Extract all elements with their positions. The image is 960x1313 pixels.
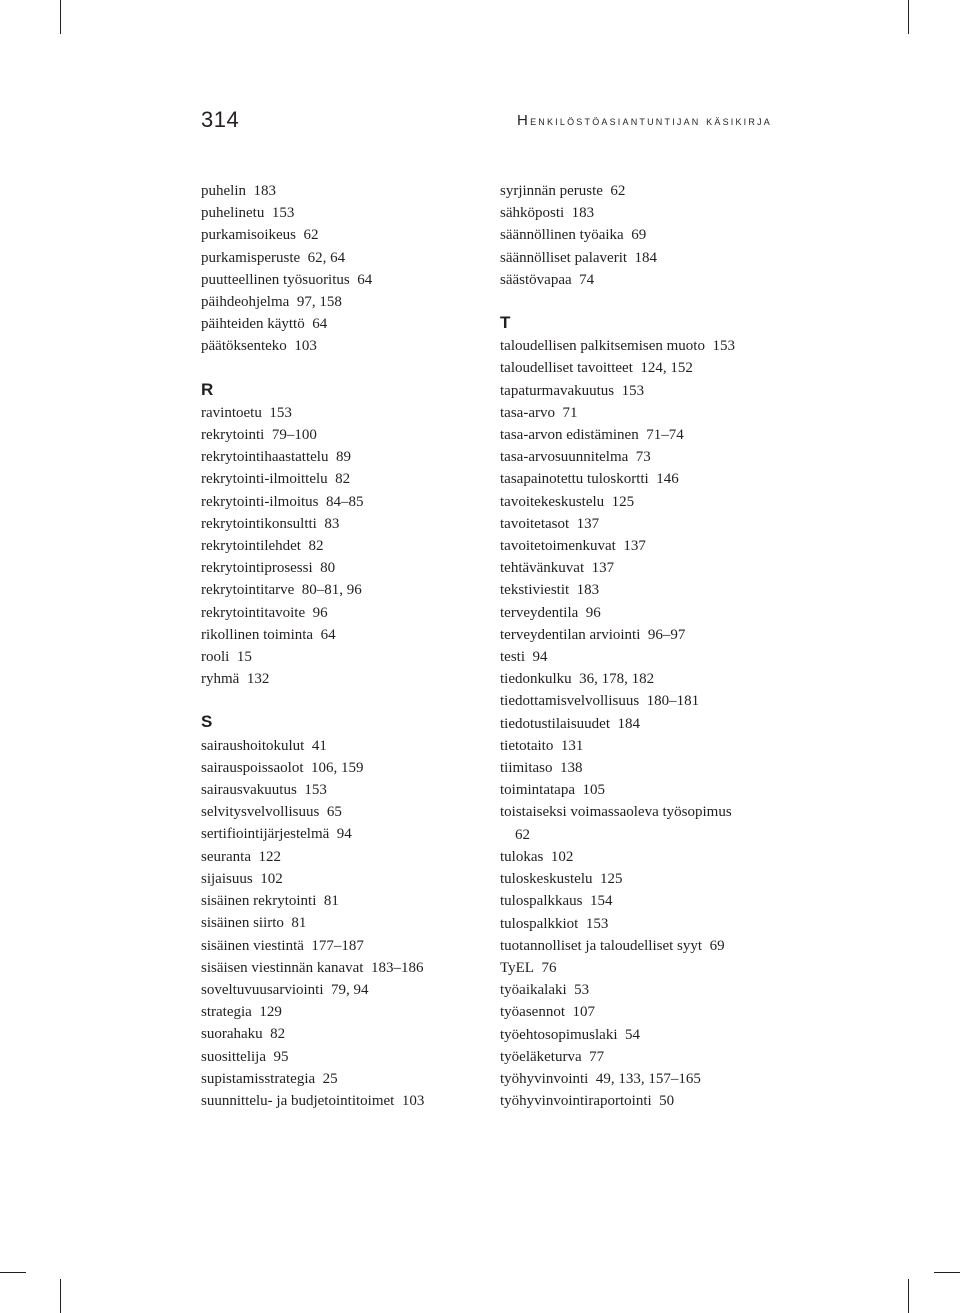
index-term: puhelinetu — [201, 205, 265, 222]
index-term: puhelin — [201, 183, 246, 199]
index-pages: 84–85 — [326, 493, 364, 510]
index-pages: 82 — [335, 471, 351, 488]
index-entry — [201, 446, 471, 468]
index-entry — [201, 668, 471, 690]
index-term: sisäinen siirto — [201, 915, 284, 932]
index-entry — [500, 535, 790, 557]
index-entry — [201, 1090, 471, 1112]
index-pages: 74 — [579, 271, 595, 288]
index-entry — [500, 957, 790, 979]
index-term: purkamisperuste — [201, 249, 301, 266]
index-entry — [201, 890, 471, 912]
index-entry — [500, 935, 790, 957]
index-entry — [500, 1046, 790, 1068]
index-term: rooli — [201, 649, 230, 666]
index-term: ryhmä — [201, 671, 240, 688]
index-entry — [500, 801, 790, 845]
index-pages: 81 — [323, 893, 339, 910]
index-term: tiimitaso — [500, 760, 553, 777]
index-term: tehtävänkuvat — [500, 560, 585, 577]
index-pages: 64 — [320, 626, 336, 643]
index-term: TyEL — [500, 959, 534, 976]
index-entry — [201, 180, 471, 202]
index-term: suunnittelu- ja budjetointitoimet — [201, 1092, 395, 1109]
index-pages: 41 — [311, 737, 327, 754]
index-entry — [500, 713, 790, 735]
index-entry — [500, 247, 790, 269]
index-term: sisäisen viestinnän kanavat — [201, 959, 364, 976]
index-entry — [201, 269, 471, 291]
index-pages: 79–100 — [271, 427, 317, 444]
index-group-t — [500, 335, 790, 1112]
index-entry — [500, 868, 790, 890]
index-entry — [201, 402, 471, 424]
index-entry — [500, 380, 790, 402]
index-term: ravintoetu — [201, 404, 262, 421]
index-term: rekrytointi-ilmoittelu — [201, 471, 328, 488]
index-entry — [500, 557, 790, 579]
index-entry — [500, 646, 790, 668]
index-term: päätöksenteko — [201, 338, 287, 355]
index-term: toistaiseksi voimassaoleva työsopimus — [500, 804, 732, 821]
index-term: syrjinnän peruste — [500, 183, 603, 199]
index-entry — [201, 646, 471, 668]
index-pages: 137 — [576, 515, 600, 532]
index-entry — [500, 468, 790, 490]
index-pages: 103 — [294, 338, 317, 355]
index-term: tasa-arvosuunnitelma — [500, 449, 629, 466]
index-column-right — [500, 180, 790, 1112]
index-term: tiedottamisvelvollisuus — [500, 693, 640, 710]
crop-mark-bottom-left — [60, 1279, 61, 1313]
index-pages: 49, 133, 157–165 — [595, 1070, 701, 1087]
index-pages: 62, 64 — [307, 249, 346, 266]
index-entry — [201, 624, 471, 646]
index-pages: 71 — [562, 404, 578, 421]
index-pages: 76 — [541, 959, 557, 976]
index-term: supistamisstrategia — [201, 1070, 316, 1087]
index-term: tietotaito — [500, 737, 554, 754]
index-pages: 96 — [585, 604, 601, 621]
index-pages: 15 — [236, 649, 252, 666]
index-pages: 137 — [623, 538, 646, 555]
index-entry — [201, 957, 471, 979]
index-pages: 153 — [271, 205, 295, 222]
index-term: puutteellinen työsuoritus — [201, 271, 350, 288]
index-pages: 25 — [322, 1070, 338, 1087]
index-pages: 153 — [712, 338, 735, 355]
index-pages: 71–74 — [646, 427, 684, 444]
index-pages: 105 — [582, 782, 605, 799]
index-pages: 94 — [336, 826, 352, 843]
index-term: rekrytointikonsultti — [201, 515, 317, 532]
index-pages: 62 — [515, 826, 530, 843]
section-letter-r: R — [201, 379, 214, 399]
index-term: työehtosopimuslaki — [500, 1026, 618, 1043]
index-entry — [201, 291, 471, 313]
index-entry — [500, 1024, 790, 1046]
index-term: tavoitetoimenkuvat — [500, 538, 616, 555]
index-entry — [201, 202, 471, 224]
index-entry — [500, 402, 790, 424]
index-entry — [500, 202, 790, 224]
index-pages: 82 — [270, 1026, 286, 1043]
index-pages: 64 — [357, 271, 373, 288]
index-entry — [201, 247, 471, 269]
index-pages: 146 — [656, 471, 679, 488]
index-pages: 107 — [572, 1004, 595, 1021]
index-column-left — [201, 180, 471, 1112]
index-pages: 80 — [320, 560, 336, 577]
index-entry — [500, 1068, 790, 1090]
index-entry — [500, 579, 790, 601]
index-pages: 54 — [625, 1026, 640, 1043]
index-pages: 153 — [304, 782, 327, 799]
index-entry — [500, 690, 790, 712]
index-entry — [500, 335, 790, 357]
index-pages: 62 — [610, 183, 626, 199]
index-term: sisäinen viestintä — [201, 937, 304, 954]
index-entry — [500, 602, 790, 624]
index-entry — [201, 335, 471, 357]
index-term: tuotannolliset ja taloudelliset syyt — [500, 937, 703, 954]
index-pages: 73 — [635, 449, 651, 466]
index-term: työhyvinvointi — [500, 1070, 589, 1087]
crop-mark-left-edge — [0, 1272, 26, 1273]
index-pages: 82 — [308, 538, 324, 555]
index-pages: 96 — [312, 604, 328, 621]
index-entry — [201, 224, 471, 246]
index-pages: 183–186 — [370, 959, 424, 976]
index-pages: 95 — [273, 1048, 289, 1065]
index-entry — [500, 668, 790, 690]
index-pages: 184 — [617, 715, 640, 732]
index-pages: 94 — [532, 649, 548, 666]
index-entry — [201, 313, 471, 335]
index-term: työasennot — [500, 1004, 565, 1021]
index-entry — [201, 535, 471, 557]
index-pages: 79, 94 — [331, 981, 369, 998]
index-group-r — [201, 402, 471, 691]
index-entry — [201, 979, 471, 1001]
running-head-initial: H — [517, 112, 531, 129]
index-term: säästövapaa — [500, 271, 572, 288]
index-entry — [500, 890, 790, 912]
index-term: tavoitekeskustelu — [500, 493, 605, 510]
index-term: sertifiointijärjestelmä — [201, 826, 330, 843]
index-term: sähköposti — [500, 205, 565, 222]
index-term: säännöllinen työaika — [500, 227, 624, 244]
index-entry — [201, 602, 471, 624]
index-pages: 102 — [550, 848, 574, 865]
index-entry — [500, 224, 790, 246]
index-entry — [201, 557, 471, 579]
index-term: työeläketurva — [500, 1048, 582, 1065]
index-pages: 138 — [560, 760, 583, 777]
index-pages: 69 — [631, 227, 647, 244]
index-term: työaikalaki — [500, 982, 567, 999]
index-pages: 69 — [709, 937, 725, 954]
index-entry — [201, 823, 471, 845]
index-pages: 65 — [326, 804, 342, 821]
index-pages: 80–81, 96 — [301, 582, 362, 599]
index-entry — [201, 779, 471, 801]
index-entry — [500, 1090, 790, 1112]
index-term: strategia — [201, 1004, 252, 1021]
index-term: päihdeohjelma — [201, 294, 290, 311]
index-entry — [201, 735, 471, 757]
index-term: sairauspoissaolot — [201, 759, 304, 776]
index-entry — [201, 801, 471, 823]
index-term: rekrytointitarve — [201, 582, 295, 599]
index-entry — [201, 846, 471, 868]
index-pages: 177–187 — [311, 937, 364, 954]
index-term: rekrytointi-ilmoitus — [201, 493, 319, 510]
index-term: tapaturmavakuutus — [500, 382, 615, 399]
index-pages: 180–181 — [646, 693, 700, 710]
index-term: rekrytointilehdet — [201, 538, 301, 555]
index-term: terveydentilan arviointi — [500, 626, 641, 643]
running-head-rest: enkilöstöasiantuntijan käsikirja — [530, 114, 772, 128]
index-entry — [201, 468, 471, 490]
index-term: toimintatapa — [500, 782, 575, 799]
crop-mark-bottom-right — [908, 1279, 909, 1313]
index-pages: 62 — [303, 227, 319, 244]
index-entry — [201, 579, 471, 601]
index-term: taloudelliset tavoitteet — [500, 360, 633, 377]
index-entry — [500, 779, 790, 801]
index-term: tavoitetasot — [500, 515, 570, 532]
index-pages: 183 — [253, 183, 276, 199]
index-pages: 77 — [589, 1048, 605, 1065]
index-entry — [500, 757, 790, 779]
index-group-s — [201, 735, 471, 1112]
index-entry — [201, 513, 471, 535]
index-pages: 125 — [611, 493, 635, 510]
index-term: taloudellisen palkitsemisen muoto — [500, 338, 705, 355]
index-pages: 83 — [324, 515, 340, 532]
index-group-p — [201, 180, 471, 358]
index-pages: 81 — [291, 915, 307, 932]
section-letter-s: S — [201, 712, 213, 732]
index-term: tulokas — [500, 848, 544, 865]
index-entry — [500, 446, 790, 468]
index-pages: 183 — [571, 205, 595, 222]
index-entry — [500, 913, 790, 935]
index-term: säännölliset palaverit — [500, 249, 628, 266]
index-pages: 122 — [258, 848, 281, 865]
index-term: sisäinen rekrytointi — [201, 893, 317, 910]
index-term: selvitysvelvollisuus — [201, 804, 320, 821]
index-term: tulospalkkiot — [500, 915, 579, 932]
index-term: testi — [500, 649, 525, 666]
page-number: 314 — [201, 107, 240, 132]
index-entry — [201, 1001, 471, 1023]
index-term: työhyvinvointiraportointi — [500, 1093, 652, 1110]
index-pages: 137 — [591, 560, 615, 577]
index-pages: 53 — [574, 982, 590, 999]
index-entry — [201, 1023, 471, 1045]
index-pages: 64 — [312, 316, 328, 333]
index-entry — [500, 491, 790, 513]
index-term: tiedotustilaisuudet — [500, 715, 610, 732]
index-entry — [500, 624, 790, 646]
index-entry — [500, 846, 790, 868]
index-entry — [500, 180, 790, 202]
index-term: tasa-arvo — [500, 404, 555, 421]
index-group-s-continued — [500, 180, 790, 291]
index-pages: 131 — [560, 737, 584, 754]
index-pages: 153 — [585, 915, 609, 932]
index-entry — [201, 1068, 471, 1090]
index-entry — [500, 269, 790, 291]
index-entry — [201, 424, 471, 446]
index-term: tasapainotettu tuloskortti — [500, 471, 649, 488]
index-pages: 97, 158 — [296, 294, 342, 311]
crop-mark-top-left — [60, 0, 61, 34]
index-entry — [201, 757, 471, 779]
index-entry — [500, 979, 790, 1001]
index-term: soveltuvuusarviointi — [201, 981, 324, 998]
index-term: tiedonkulku — [500, 671, 572, 688]
running-head — [517, 112, 772, 129]
index-term: seuranta — [201, 848, 251, 865]
index-pages: 129 — [259, 1004, 282, 1021]
index-pages: 124, 152 — [640, 360, 693, 377]
index-term: rekrytointiprosessi — [201, 560, 313, 577]
index-pages: 89 — [335, 449, 351, 466]
index-entry — [500, 513, 790, 535]
index-term: purkamisoikeus — [201, 227, 296, 244]
index-pages: 125 — [600, 871, 623, 888]
index-term: rekrytointitavoite — [201, 604, 306, 621]
index-pages: 96–97 — [647, 626, 686, 643]
index-entry — [201, 1046, 471, 1068]
crop-mark-top-right — [908, 0, 909, 34]
index-term: sairaushoitokulut — [201, 737, 305, 754]
index-term: tasa-arvon edistäminen — [500, 427, 639, 444]
index-entry — [500, 357, 790, 379]
index-entry — [500, 424, 790, 446]
index-entry — [500, 1001, 790, 1023]
section-letter-t: T — [500, 313, 511, 333]
index-term: rekrytointi — [201, 427, 265, 444]
index-entry — [201, 935, 471, 957]
index-pages: 102 — [260, 870, 283, 887]
index-pages: 184 — [634, 249, 658, 266]
index-term: päihteiden käyttö — [201, 316, 305, 333]
crop-mark-right-edge — [934, 1272, 960, 1273]
index-term: sijaisuus — [201, 870, 253, 887]
index-pages: 153 — [621, 382, 645, 399]
index-term: suorahaku — [201, 1026, 263, 1043]
index-term: sairausvakuutus — [201, 782, 297, 799]
index-term: suosittelija — [201, 1048, 266, 1065]
index-pages: 50 — [659, 1093, 675, 1110]
index-term: tulospalkkaus — [500, 893, 583, 910]
index-entry — [201, 912, 471, 934]
index-entry — [500, 735, 790, 757]
index-pages: 153 — [269, 404, 292, 421]
index-pages: 103 — [401, 1092, 425, 1109]
index-term: tekstiviestit — [500, 582, 570, 599]
index-entry — [201, 491, 471, 513]
index-pages: 132 — [246, 671, 270, 688]
index-pages: 154 — [590, 893, 613, 910]
index-term: rikollinen toiminta — [201, 626, 314, 643]
index-entry — [201, 868, 471, 890]
index-pages: 36, 178, 182 — [579, 671, 655, 688]
index-term: rekrytointihaastattelu — [201, 449, 329, 466]
index-term: tuloskeskustelu — [500, 871, 593, 888]
index-term: terveydentila — [500, 604, 579, 621]
index-pages: 106, 159 — [311, 759, 364, 776]
index-pages: 183 — [576, 582, 600, 599]
